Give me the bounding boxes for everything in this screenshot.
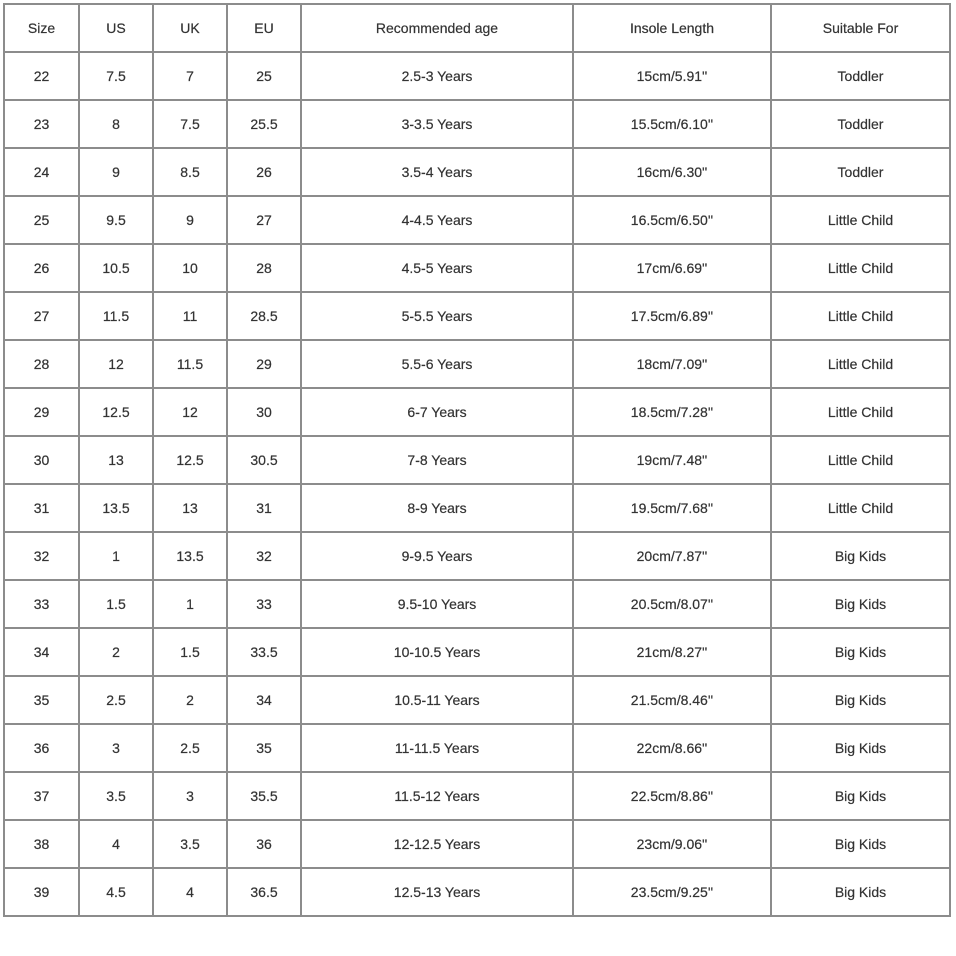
- cell-recommended-age: 8-9 Years: [301, 484, 573, 532]
- cell-uk: 3: [153, 772, 227, 820]
- cell-size: 29: [4, 388, 79, 436]
- cell-recommended-age: 6-7 Years: [301, 388, 573, 436]
- cell-insole-length: 21cm/8.27'': [573, 628, 771, 676]
- cell-uk: 13: [153, 484, 227, 532]
- cell-eu: 33.5: [227, 628, 301, 676]
- cell-recommended-age: 11-11.5 Years: [301, 724, 573, 772]
- cell-size: 30: [4, 436, 79, 484]
- cell-eu: 28.5: [227, 292, 301, 340]
- cell-insole-length: 23.5cm/9.25'': [573, 868, 771, 916]
- cell-size: 32: [4, 532, 79, 580]
- table-row: [4, 292, 950, 340]
- cell-eu: 32: [227, 532, 301, 580]
- cell-recommended-age: 7-8 Years: [301, 436, 573, 484]
- cell-recommended-age: 12.5-13 Years: [301, 868, 573, 916]
- cell-suitable-for: Toddler: [771, 100, 950, 148]
- cell-uk: 8.5: [153, 148, 227, 196]
- header-size: Size: [4, 4, 79, 52]
- cell-uk: 11: [153, 292, 227, 340]
- cell-insole-length: 19cm/7.48'': [573, 436, 771, 484]
- cell-eu: 25: [227, 52, 301, 100]
- cell-suitable-for: Big Kids: [771, 676, 950, 724]
- cell-size: 27: [4, 292, 79, 340]
- cell-uk: 1.5: [153, 628, 227, 676]
- cell-us: 8: [79, 100, 153, 148]
- cell-recommended-age: 5-5.5 Years: [301, 292, 573, 340]
- cell-suitable-for: Toddler: [771, 52, 950, 100]
- cell-suitable-for: Little Child: [771, 244, 950, 292]
- cell-recommended-age: 3-3.5 Years: [301, 100, 573, 148]
- cell-suitable-for: Toddler: [771, 148, 950, 196]
- cell-us: 12: [79, 340, 153, 388]
- cell-suitable-for: Little Child: [771, 340, 950, 388]
- cell-us: 4: [79, 820, 153, 868]
- table-row: [4, 100, 950, 148]
- table-row: [4, 724, 950, 772]
- cell-recommended-age: 10-10.5 Years: [301, 628, 573, 676]
- cell-recommended-age: 5.5-6 Years: [301, 340, 573, 388]
- cell-us: 1: [79, 532, 153, 580]
- cell-recommended-age: 4.5-5 Years: [301, 244, 573, 292]
- table-row: [4, 676, 950, 724]
- table-row: [4, 388, 950, 436]
- cell-size: 35: [4, 676, 79, 724]
- table-row: [4, 772, 950, 820]
- table-row: [4, 436, 950, 484]
- cell-size: 39: [4, 868, 79, 916]
- cell-uk: 9: [153, 196, 227, 244]
- cell-eu: 31: [227, 484, 301, 532]
- cell-insole-length: 20.5cm/8.07'': [573, 580, 771, 628]
- cell-suitable-for: Big Kids: [771, 868, 950, 916]
- cell-suitable-for: Little Child: [771, 292, 950, 340]
- cell-us: 13.5: [79, 484, 153, 532]
- cell-suitable-for: Big Kids: [771, 532, 950, 580]
- header-suitable-for: Suitable For: [771, 4, 950, 52]
- table-row: [4, 628, 950, 676]
- cell-us: 12.5: [79, 388, 153, 436]
- cell-size: 38: [4, 820, 79, 868]
- header-insole-length: Insole Length: [573, 4, 771, 52]
- size-chart-table: [3, 3, 951, 917]
- cell-us: 10.5: [79, 244, 153, 292]
- cell-recommended-age: 10.5-11 Years: [301, 676, 573, 724]
- cell-size: 23: [4, 100, 79, 148]
- cell-eu: 30: [227, 388, 301, 436]
- cell-eu: 27: [227, 196, 301, 244]
- cell-size: 28: [4, 340, 79, 388]
- cell-insole-length: 18cm/7.09'': [573, 340, 771, 388]
- cell-recommended-age: 2.5-3 Years: [301, 52, 573, 100]
- size-chart: [3, 3, 951, 917]
- header-eu: EU: [227, 4, 301, 52]
- table-row: [4, 532, 950, 580]
- table-header-row: [4, 4, 950, 52]
- cell-insole-length: 22.5cm/8.86'': [573, 772, 771, 820]
- cell-us: 13: [79, 436, 153, 484]
- cell-size: 36: [4, 724, 79, 772]
- cell-uk: 12.5: [153, 436, 227, 484]
- cell-insole-length: 19.5cm/7.68'': [573, 484, 771, 532]
- table-row: [4, 52, 950, 100]
- cell-insole-length: 16.5cm/6.50'': [573, 196, 771, 244]
- cell-eu: 35.5: [227, 772, 301, 820]
- cell-insole-length: 17.5cm/6.89'': [573, 292, 771, 340]
- cell-suitable-for: Little Child: [771, 388, 950, 436]
- cell-uk: 12: [153, 388, 227, 436]
- cell-uk: 7.5: [153, 100, 227, 148]
- cell-uk: 13.5: [153, 532, 227, 580]
- cell-us: 9.5: [79, 196, 153, 244]
- table-row: [4, 340, 950, 388]
- cell-us: 1.5: [79, 580, 153, 628]
- cell-eu: 25.5: [227, 100, 301, 148]
- cell-suitable-for: Big Kids: [771, 580, 950, 628]
- cell-suitable-for: Big Kids: [771, 772, 950, 820]
- cell-suitable-for: Big Kids: [771, 628, 950, 676]
- cell-insole-length: 16cm/6.30'': [573, 148, 771, 196]
- cell-uk: 10: [153, 244, 227, 292]
- cell-insole-length: 22cm/8.66'': [573, 724, 771, 772]
- cell-size: 25: [4, 196, 79, 244]
- cell-recommended-age: 4-4.5 Years: [301, 196, 573, 244]
- cell-recommended-age: 9-9.5 Years: [301, 532, 573, 580]
- cell-suitable-for: Big Kids: [771, 820, 950, 868]
- cell-eu: 30.5: [227, 436, 301, 484]
- cell-recommended-age: 9.5-10 Years: [301, 580, 573, 628]
- cell-eu: 36: [227, 820, 301, 868]
- cell-recommended-age: 12-12.5 Years: [301, 820, 573, 868]
- table-row: [4, 868, 950, 916]
- cell-uk: 2.5: [153, 724, 227, 772]
- cell-us: 3: [79, 724, 153, 772]
- cell-size: 31: [4, 484, 79, 532]
- cell-insole-length: 17cm/6.69'': [573, 244, 771, 292]
- table-row: [4, 820, 950, 868]
- cell-uk: 1: [153, 580, 227, 628]
- cell-eu: 36.5: [227, 868, 301, 916]
- cell-insole-length: 23cm/9.06'': [573, 820, 771, 868]
- cell-suitable-for: Little Child: [771, 436, 950, 484]
- cell-suitable-for: Big Kids: [771, 724, 950, 772]
- cell-uk: 4: [153, 868, 227, 916]
- cell-size: 24: [4, 148, 79, 196]
- cell-us: 11.5: [79, 292, 153, 340]
- cell-insole-length: 15cm/5.91'': [573, 52, 771, 100]
- cell-insole-length: 20cm/7.87'': [573, 532, 771, 580]
- cell-size: 26: [4, 244, 79, 292]
- cell-us: 9: [79, 148, 153, 196]
- cell-insole-length: 18.5cm/7.28'': [573, 388, 771, 436]
- cell-size: 34: [4, 628, 79, 676]
- cell-size: 37: [4, 772, 79, 820]
- header-us: US: [79, 4, 153, 52]
- cell-suitable-for: Little Child: [771, 196, 950, 244]
- cell-us: 3.5: [79, 772, 153, 820]
- cell-size: 33: [4, 580, 79, 628]
- cell-recommended-age: 11.5-12 Years: [301, 772, 573, 820]
- cell-us: 2: [79, 628, 153, 676]
- cell-uk: 11.5: [153, 340, 227, 388]
- table-row: [4, 196, 950, 244]
- header-uk: UK: [153, 4, 227, 52]
- header-recommended-age: Recommended age: [301, 4, 573, 52]
- cell-uk: 7: [153, 52, 227, 100]
- cell-eu: 35: [227, 724, 301, 772]
- cell-eu: 34: [227, 676, 301, 724]
- cell-uk: 2: [153, 676, 227, 724]
- cell-us: 7.5: [79, 52, 153, 100]
- cell-eu: 28: [227, 244, 301, 292]
- cell-recommended-age: 3.5-4 Years: [301, 148, 573, 196]
- table-row: [4, 244, 950, 292]
- cell-suitable-for: Little Child: [771, 484, 950, 532]
- cell-size: 22: [4, 52, 79, 100]
- cell-insole-length: 21.5cm/8.46'': [573, 676, 771, 724]
- table-row: [4, 580, 950, 628]
- cell-us: 2.5: [79, 676, 153, 724]
- cell-uk: 3.5: [153, 820, 227, 868]
- table-row: [4, 484, 950, 532]
- cell-eu: 33: [227, 580, 301, 628]
- cell-eu: 26: [227, 148, 301, 196]
- cell-insole-length: 15.5cm/6.10'': [573, 100, 771, 148]
- table-row: [4, 148, 950, 196]
- cell-eu: 29: [227, 340, 301, 388]
- cell-us: 4.5: [79, 868, 153, 916]
